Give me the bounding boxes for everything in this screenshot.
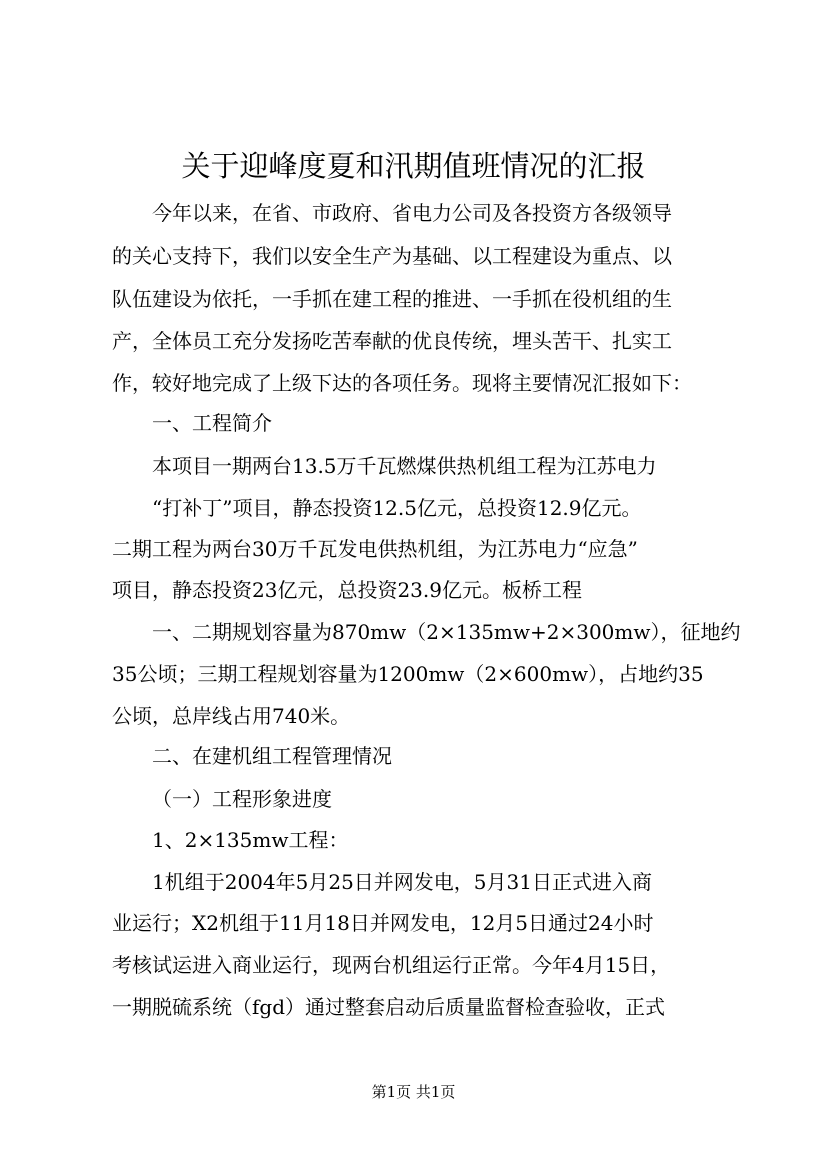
paragraph-line: 项目，静态投资23亿元，总投资23.9亿元。板桥工程: [112, 578, 582, 602]
section-heading: 一、工程简介: [152, 411, 272, 435]
item-heading: 1、2×135mw工程：: [152, 828, 349, 852]
paragraph-line: 队伍建设为依托，一手抓在建工程的推进、一手抓在役机组的生: [112, 287, 672, 311]
paragraph-line: 本项目一期两台13.5万千瓦燃煤供热机组工程为江苏电力: [152, 454, 657, 478]
paragraph-line: 1机组于2004年5月25日并网发电，5月31日正式进入商: [152, 870, 652, 894]
paragraph-line: 二期工程为两台30万千瓦发电供热机组，为江苏电力“应急”: [112, 537, 638, 561]
paragraph-line: “打补丁”项目，静态投资12.5亿元，总投资12.9亿元。: [152, 496, 642, 520]
paragraph-line: 公顷，总岸线占用740米。: [112, 704, 351, 728]
paragraph-line: 业运行；X2机组于11月18日并网发电，12月5日通过24小时: [112, 911, 654, 935]
paragraph-line: 一、二期规划容量为870mw（2×135mw+2×300mw），征地约: [152, 620, 741, 644]
document-title: 关于迎峰度夏和汛期值班情况的汇报: [181, 149, 646, 183]
paragraph-line: 的关心支持下，我们以安全生产为基础、以工程建设为重点、以: [112, 244, 672, 268]
subsection-heading: （一）工程形象进度: [152, 787, 332, 811]
paragraph-line: 35公顷；三期工程规划容量为1200mw（2×600mw），占地约35: [112, 662, 704, 686]
paragraph-line: 今年以来，在省、市政府、省电力公司及各投资方各级领导: [152, 201, 672, 225]
paragraph-line: 产，全体员工充分发扬吃苦奉献的优良传统，埋头苦干、扎实工: [112, 329, 672, 353]
section-heading: 二、在建机组工程管理情况: [152, 744, 392, 768]
paragraph-line: 一期脱硫系统（fgd）通过整套启动后质量监督检查验收，正式: [112, 995, 666, 1019]
paragraph-line: 考核试运进入商业运行，现两台机组运行正常。今年4月15日，: [112, 953, 671, 977]
paragraph-line: 作，较好地完成了上级下达的各项任务。现将主要情况汇报如下：: [112, 371, 692, 395]
page-footer: 第1页 共1页: [371, 1083, 456, 1101]
